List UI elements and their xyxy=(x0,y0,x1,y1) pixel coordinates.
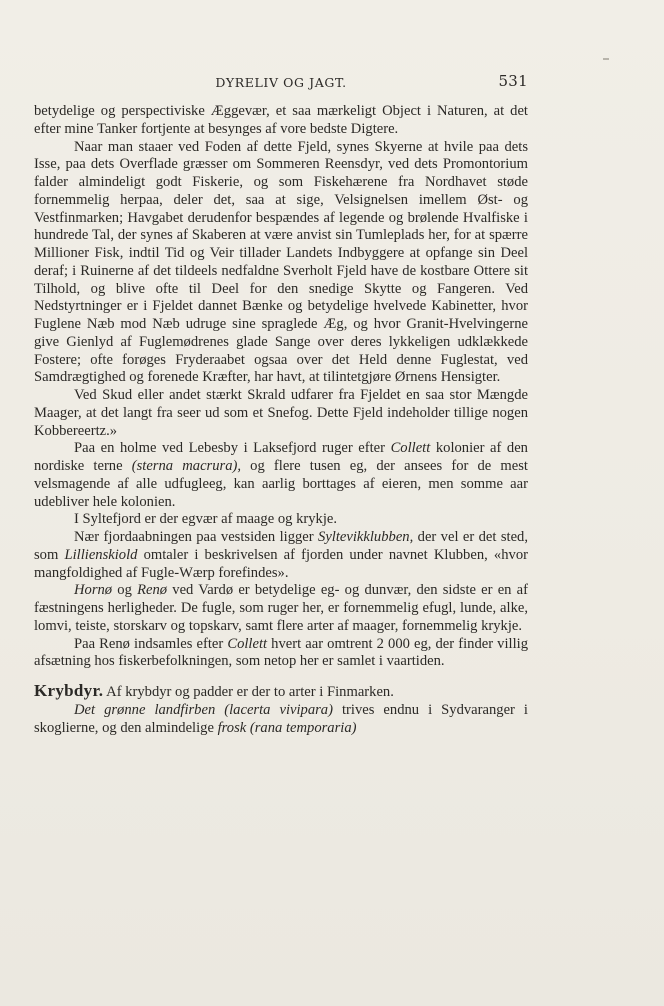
latin-name: (sterna macrura), xyxy=(131,458,242,474)
running-header xyxy=(34,72,528,92)
text-run: trives endnu i Sydvaranger i skoglierne, og den almindelige xyxy=(34,701,528,736)
page-number: 531 xyxy=(498,72,528,90)
text-run: Nær fjordaabningen paa vestsiden ligger xyxy=(74,529,319,545)
section-lead: Krybdyr. xyxy=(34,681,104,700)
place-name: Hornø xyxy=(74,582,113,599)
place-name: Renø xyxy=(137,582,168,599)
text-run: Af krybdyr og padder er der to arter i Finmarken. xyxy=(103,684,394,700)
text-run: der vel er det sted, som xyxy=(34,529,528,563)
text-run: kolonier af den nordiske terne xyxy=(34,440,528,474)
paragraph-7 xyxy=(34,582,528,635)
text-run: omtaler i beskrivelsen af fjorden under navnet Klubben, «hvor mangfoldighed af Fugle-Wærp forefindes». xyxy=(34,546,528,581)
species-name: Det grønne landfirben (lacerta vivipara) xyxy=(74,701,333,718)
paragraph-4 xyxy=(34,440,528,511)
text-run: og xyxy=(112,582,138,599)
author-name: Collett xyxy=(227,635,268,652)
paragraph-10 xyxy=(34,702,528,738)
text-run: ved Vardø er betydelige eg- og dunvær, den sidste er en af fæstningens herligheder. De fugle, som ruger her, er fornemmelig efugl, lunde, alke, lomvi, teiste, storskarv og topskarv, samt flere arter af maager, fornemmelig krykje. xyxy=(34,582,528,634)
paragraph-6 xyxy=(34,529,528,582)
paragraph-9 xyxy=(34,682,528,702)
text-run: Paa Renø indsamles efter xyxy=(74,635,228,652)
body-text xyxy=(34,103,528,737)
author-name: Collett xyxy=(390,440,431,457)
paragraph-8 xyxy=(34,636,528,672)
text-run: og flere tusen eg, der ansees for de mest velsmagende af alle udfugleeg, kan aarlig borttages af eieren, men somme aar udebliver hele kolonien. xyxy=(34,458,528,510)
paragraph-3: Ved Skud eller andet stærkt Skrald udfarer fra Fjeldet en saa stor Mængde Maager, at det langt fra seer ud som et Snefog. Dette Fjeld indeholder tillige nogen Kobbereertz.» xyxy=(34,387,528,439)
running-title: DYRELIV OG JAGT. xyxy=(215,75,347,90)
paragraph-5: I Syltefjord er der egvær af maage og krykje. xyxy=(74,511,337,528)
species-name: frosk (rana temporaria) xyxy=(217,719,357,736)
text-run: Paa en holme ved Lebesby i Laksefjord ruger efter xyxy=(74,440,391,457)
text-run: hvert aar omtrent 2 000 eg, der finder villig afsætning hos fiskerbefolkningen, som netop her er samlet i vaartiden. xyxy=(34,635,528,670)
paragraph-1: betydelige og perspectiviske Æggevær, et saa mærkeligt Object i Naturen, at det efter mine Tanker fortjente at besynges af vore bedste Digtere. xyxy=(34,103,528,137)
scan-speck xyxy=(603,58,609,60)
author-name: Lillienskiold xyxy=(64,546,138,563)
place-name: Syltevikklubben, xyxy=(318,529,414,545)
paragraph-2: Naar man staaer ved Foden af dette Fjeld, synes Skyerne at hvile paa dets Isse, paa dets Overflade græsser om Sommeren Reensdyr, ved dets Promontorium falder almindeligt godt Fiskerie, og som Fiskehærene fra Nordhavet støde fornemmelig herpaa, deler det, saa at sige, Velsignelsen imellem Øst- og Vestfinmarken; Havgabet derudenfor bespændes af legende og brølende Hvalfiske i hundrede Tal, der synes af Skaberen at være anvist sin Tumleplads her, for at spærre Millioner Fisk, indtil Tid og Veir tillader Landets Indbyggere at opfange sin Deel deraf; i Ruinerne af det tildeels nedfaldne Sverholt Fjeld have de kostbare Ottere sit Tilhold, og blive ofte til Deel for den snedige Skytte og Fangeren. Ved Nedstyrtninger er i Fjeldet dannet Bænke og betydelige hvelvede Kabinetter, hvor Fuglene Næb mod Næb udruge sine spraglede Æg, og hvor Granit-Hvelvingerne give Gienlyd af Fuglemødrenes glade Sange over deres lykkeligen udklækkede Fostere; ofte forøges Fryderaabet ogsaa over det Held denne Fuglestat, ved Samdrægtighed og forenede Kræfter, har havt, at tilintetgjøre Ørnens Hensigter. xyxy=(34,138,528,386)
